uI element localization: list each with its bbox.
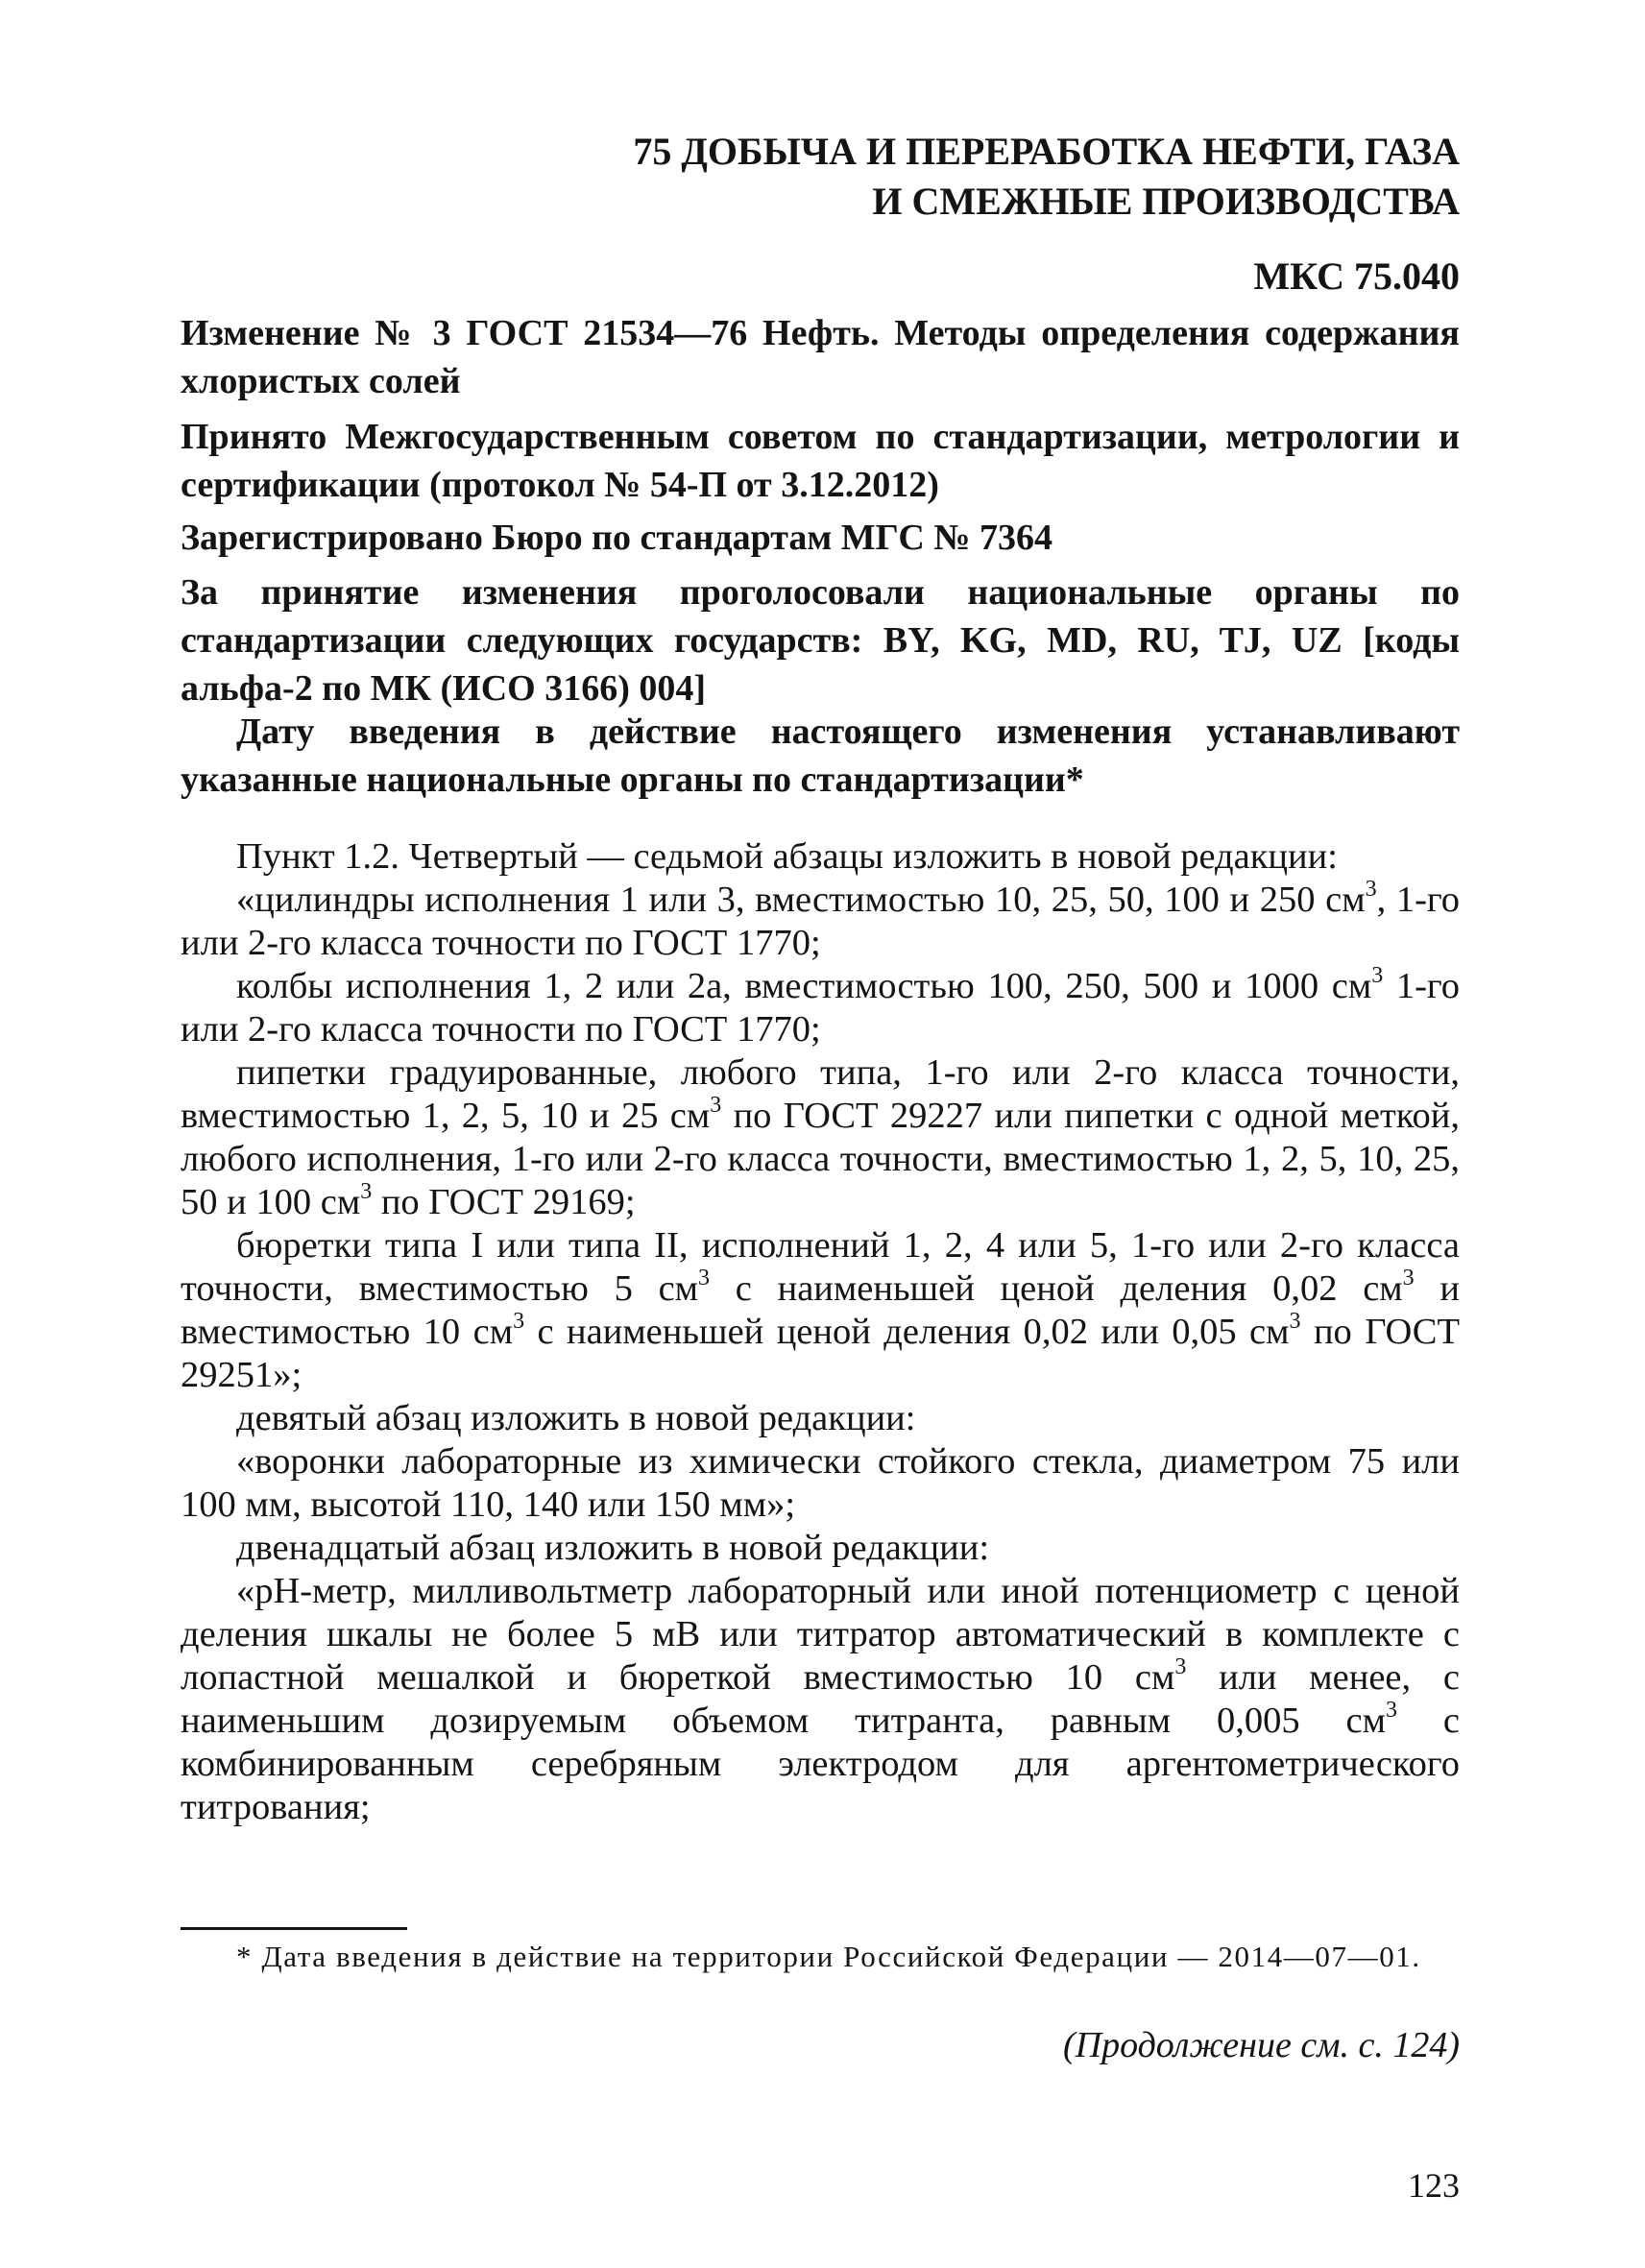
superscript: 3 bbox=[513, 1309, 525, 1335]
continuation-note: (Продолжение см. с. 124) bbox=[1062, 2025, 1460, 2065]
paragraph bbox=[181, 1440, 1460, 1527]
superscript: 3 bbox=[1174, 1654, 1187, 1680]
paragraph-text: бюретки типа I или типа II, исполнений 1, 2, 4 или 5, 1-го или 2-го класса точности, вместимостью 5 см bbox=[181, 1225, 1460, 1309]
footnote-text: * Дата введения в действие на территории Российской Федерации — 2014—07—01. bbox=[236, 1940, 1421, 1973]
paragraph-text: «рН-метр, милливольтметр лабораторный или иной потенциометр с ценой деления шкалы не более 5 мВ или титратор автоматический в комплекте с лопастной мешалкой и бюреткой вместимостью 10 см bbox=[181, 1571, 1460, 1698]
section-heading-line-1: 75 ДОБЫЧА И ПЕРЕРАБОТКА НЕФТИ, ГАЗА bbox=[633, 130, 1460, 173]
page-number: 123 bbox=[1408, 2166, 1460, 2205]
introduction-date-statement: Дату введения в действие настоящего изменения устанавливают указанные национальные органы по стандартизации* bbox=[181, 712, 1460, 800]
paragraph-text: с наименьшей ценой деления 0,02 или 0,05 см bbox=[524, 1312, 1290, 1352]
registration-statement: Зарегистрировано Бюро по стандартам МГС № 7364 bbox=[181, 518, 1052, 558]
body-text bbox=[181, 835, 1460, 1829]
voting-statement: За принятие изменения проголосовали национальные органы по стандартизации следующих государств: BY, KG, MD, RU, TJ, UZ [коды альфа-2 по МК (ИСО 3166) 004] bbox=[181, 572, 1460, 709]
paragraph-text: с наименьшей ценой деления 0,02 см bbox=[710, 1268, 1403, 1309]
superscript: 3 bbox=[360, 1179, 373, 1205]
paragraph-text: или менее, с наименьшим дозируемым объемом титранта, равным 0,005 см bbox=[181, 1657, 1460, 1741]
paragraph-text: колбы исполнения 1, 2 или 2а, вместимостью 100, 250, 500 и 1000 см bbox=[236, 966, 1372, 1006]
paragraph-text: и вместимостью 10 см bbox=[181, 1268, 1460, 1352]
paragraph-text: двенадцатый абзац изложить в новой редакции: bbox=[236, 1528, 990, 1568]
paragraph-text: девятый абзац изложить в новой редакции: bbox=[236, 1398, 916, 1438]
adopted-statement: Принято Межгосударственным советом по стандартизации, метрологии и сертификации (протокол № 54-П от 3.12.2012) bbox=[181, 417, 1460, 505]
paragraph-text: по ГОСТ 29251»; bbox=[181, 1312, 1460, 1395]
paragraph bbox=[181, 1224, 1460, 1397]
footnote bbox=[181, 1936, 1460, 1978]
footnote-divider bbox=[181, 1927, 407, 1930]
paragraph-text: с комбинированным серебряным электродом для аргентометрического титрования; bbox=[181, 1701, 1460, 1827]
mks-code: МКС 75.040 bbox=[1253, 254, 1460, 298]
section-heading-line-2: И СМЕЖНЫЕ ПРОИЗВОДСТВА bbox=[872, 180, 1460, 223]
paragraph bbox=[181, 1051, 1460, 1224]
superscript: 3 bbox=[1371, 963, 1384, 989]
section-heading bbox=[181, 127, 1460, 227]
change-title: Изменение № 3 ГОСТ 21534—76 Нефть. Методы определения содержания хлористых солей bbox=[181, 313, 1460, 401]
paragraph-text: 1-го или 2-го класса точности по ГОСТ 1770; bbox=[181, 966, 1460, 1050]
paragraph-text: пипетки градуированные, любого типа, 1-го или 2-го класса точности, вместимостью 1, 2, 5, 10 и 25 см bbox=[181, 1052, 1460, 1136]
paragraph bbox=[181, 1397, 1460, 1440]
paragraph-text: по ГОСТ 29169; bbox=[372, 1182, 636, 1222]
paragraph-text: «цилиндры исполнения 1 или 3, вместимостью 10, 25, 50, 100 и 250 см bbox=[236, 880, 1366, 920]
paragraph-text: Пункт 1.2. Четвертый — седьмой абзацы изложить в новой редакции: bbox=[236, 836, 1338, 877]
paragraph-text: по ГОСТ 29227 или пипетки с одной меткой, любого исполнения, 1-го или 2-го класса точности, вместимостью 1, 2, 5, 10, 25, 50 и 100 см bbox=[181, 1096, 1460, 1222]
paragraph-text: «воронки лабораторные из химически стойкого стекла, диаметром 75 или 100 мм, высотой 110, 140 или 150 мм»; bbox=[181, 1441, 1460, 1525]
paragraph bbox=[181, 879, 1460, 965]
paragraph bbox=[181, 835, 1460, 879]
superscript: 3 bbox=[1289, 1309, 1301, 1335]
superscript: 3 bbox=[710, 1093, 722, 1119]
superscript: 3 bbox=[1386, 1698, 1397, 1724]
superscript: 3 bbox=[1402, 1266, 1415, 1291]
paragraph bbox=[181, 1570, 1460, 1829]
superscript: 3 bbox=[1365, 877, 1377, 903]
paragraph bbox=[181, 965, 1460, 1051]
paragraph bbox=[181, 1527, 1460, 1570]
superscript: 3 bbox=[698, 1266, 711, 1291]
paragraph-text: , 1-го или 2-го класса точности по ГОСТ 1770; bbox=[181, 880, 1461, 963]
